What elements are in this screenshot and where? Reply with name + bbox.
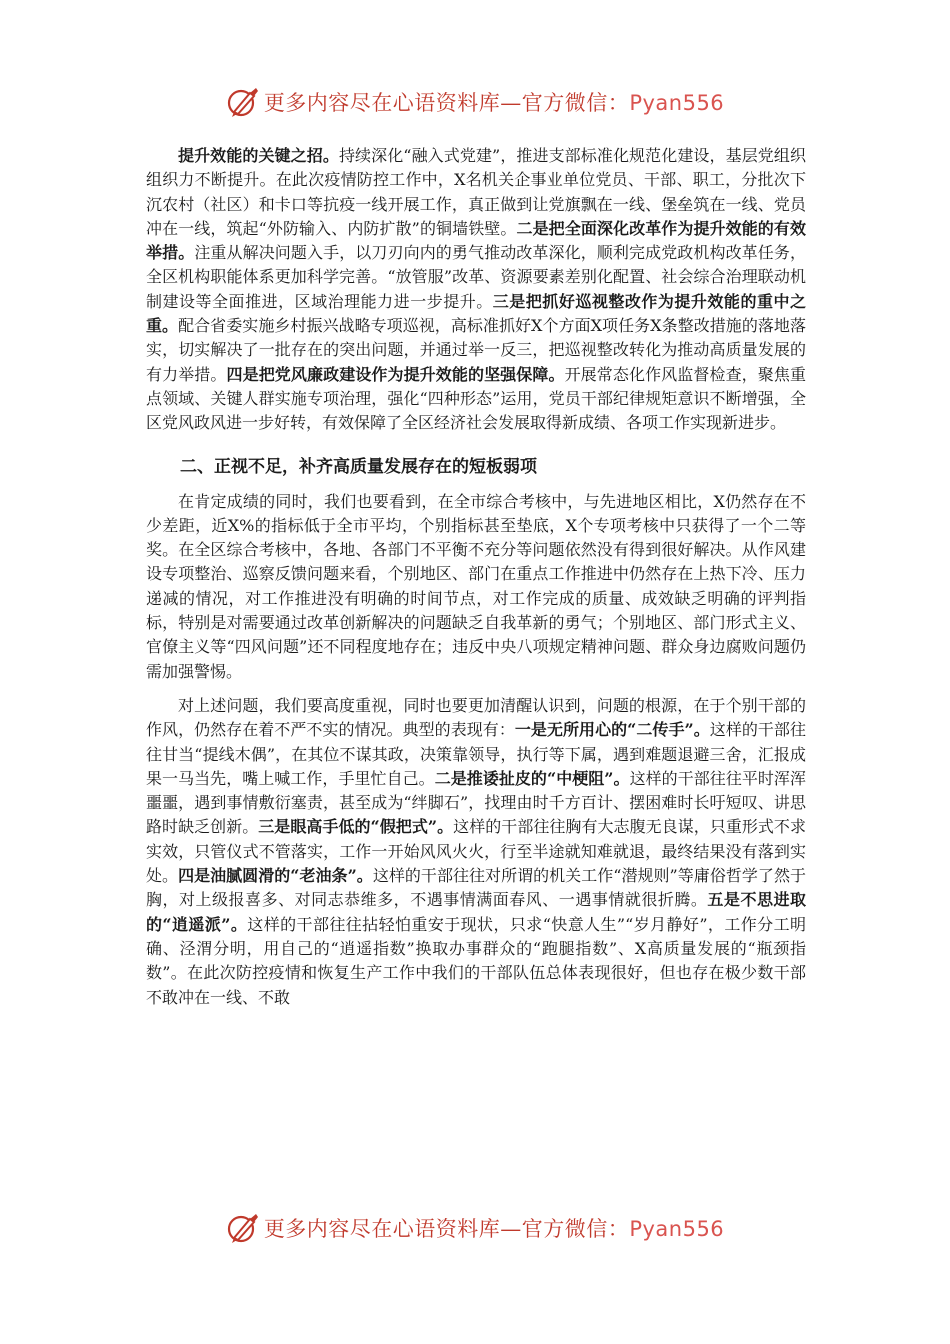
banner-handle: Pyan556 xyxy=(629,1217,725,1241)
banner-handle: Pyan556 xyxy=(629,91,725,115)
section-heading: 二、正视不足，补齐高质量发展存在的短板弱项 xyxy=(180,456,537,477)
paragraph-shortcomings: 在肯定成绩的同时，我们也要看到，在全市综合考核中，与先进地区相比，X仍然存在不少差距，近X%的指标低于全市平均，个别指标甚至垫底，X个专项考核中只获得了一个二等奖。在全区综合考核中，各地、各部门不平衡不充分等问题依然没有得到很好解决。从作风建设专项整治、巡察反馈问题来看，个别地区、部门在重点工作推进中仍然存在上热下冷、压力递减的情况，对工作推进没有明确的时间节点，对工作完成的质量、成效缺乏明确的评判指标，特别是对需要通过改革创新解决的问题缺乏自我革新的勇气；个别地区、部门形式主义、官僚主义等“四风问题”还不同程度地存在；违反中央八项规定精神问题、群众身边腐败问题仍需加强警惕。 xyxy=(146,491,806,681)
pen-logo-icon xyxy=(226,1211,260,1245)
paragraph-root-causes: 对上述问题，我们要高度重视，同时也要更加清醒认识到，问题的根源，在于个别干部的作风，仍然存在着不严不实的情况。典型的表现有：一是无所用心的“二传手”。这样的干部往往甘当“提线木偶”，在其位不谋其政，决策靠领导，执行等下属，遇到难题退避三舍，汇报成果一马当先，嘴上喊工作，手里忙自己。二是推诿扯皮的“中梗阻”。这样的干部往往平时浑浑噩噩，遇到事情敷衍塞责，甚至成为“绊脚石”，找理由时千方百计、摆困难时长吁短叹、讲思路时缺乏创新。三是眼高手低的“假把式”。这样的干部往往胸有大志腹无良谋，只重形式不求实效，只管仪式不管落实，工作一开始风风火火，行至半途就知难就退，最终结果没有落到实处。四是油腻圆滑的“老油条”。这样的干部往往对所谓的机关工作“潜规则”等庸俗哲学了然于胸，对上级报喜多、对同志恭维多，不遇事情满面春风、一遇事情就很折腾。五是不思进取的“逍遥派”。这样的干部往往拈轻怕重安于现状，只求“快意人生”“岁月静好”，工作分工明确、泾渭分明，用自己的“逍遥指数”换取办事群众的“跑腿指数”、X高质量发展的“瓶颈指数”。在此次防控疫情和恢复生产工作中我们的干部队伍总体表现很好，但也存在极少数干部不敢冲在一线、不敢 xyxy=(146,695,806,1007)
footer-banner xyxy=(0,1208,950,1248)
header-banner xyxy=(0,82,950,122)
pen-logo-icon xyxy=(226,85,260,119)
banner-text: 更多内容尽在心语资料库—官方微信：Pyan556 xyxy=(263,91,725,115)
paragraph-achievements: 提升效能的关键之招。持续深化“融入式党建”，推进支部标准化规范化建设，基层党组织组织力不断提升。在此次疫情防控工作中，X名机关企事业单位党员、干部、职工，分批次下沉农村（社区）和卡口等抗疫一线开展工作，真正做到让党旗飘在一线、堡垒筑在一线、党员冲在一线，筑起“外防输入、内防扩散”的铜墙铁壁。二是把全面深化改革作为提升效能的有效举措。注重从解决问题入手，以刀刃向内的勇气推动改革深化，顺利完成党政机构改革任务，全区机构职能体系更加科学完善。“放管服”改革、资源要素差别化配置、社会综合治理联动机制建设等全面推进，区域治理能力进一步提升。三是把抓好巡视整改作为提升效能的重中之重。配合省委实施乡村振兴战略专项巡视，高标准抓好X个方面X项任务X条整改措施的落地落实，切实解决了一批存在的突出问题，并通过举一反三，把巡视整改转化为推动高质量发展的有力举措。四是把党风廉政建设作为提升效能的坚强保障。开展常态化作风监督检查，聚焦重点领域、关键人群实施专项治理，强化“四种形态”运用，党员干部纪律规矩意识不断增强，全区党风政风进一步好转，有效保障了全区经济社会发展取得新成绩、各项工作实现新进步。 xyxy=(146,146,806,433)
banner-text: 更多内容尽在心语资料库—官方微信：Pyan556 xyxy=(263,1217,725,1241)
document-body xyxy=(146,144,806,1010)
